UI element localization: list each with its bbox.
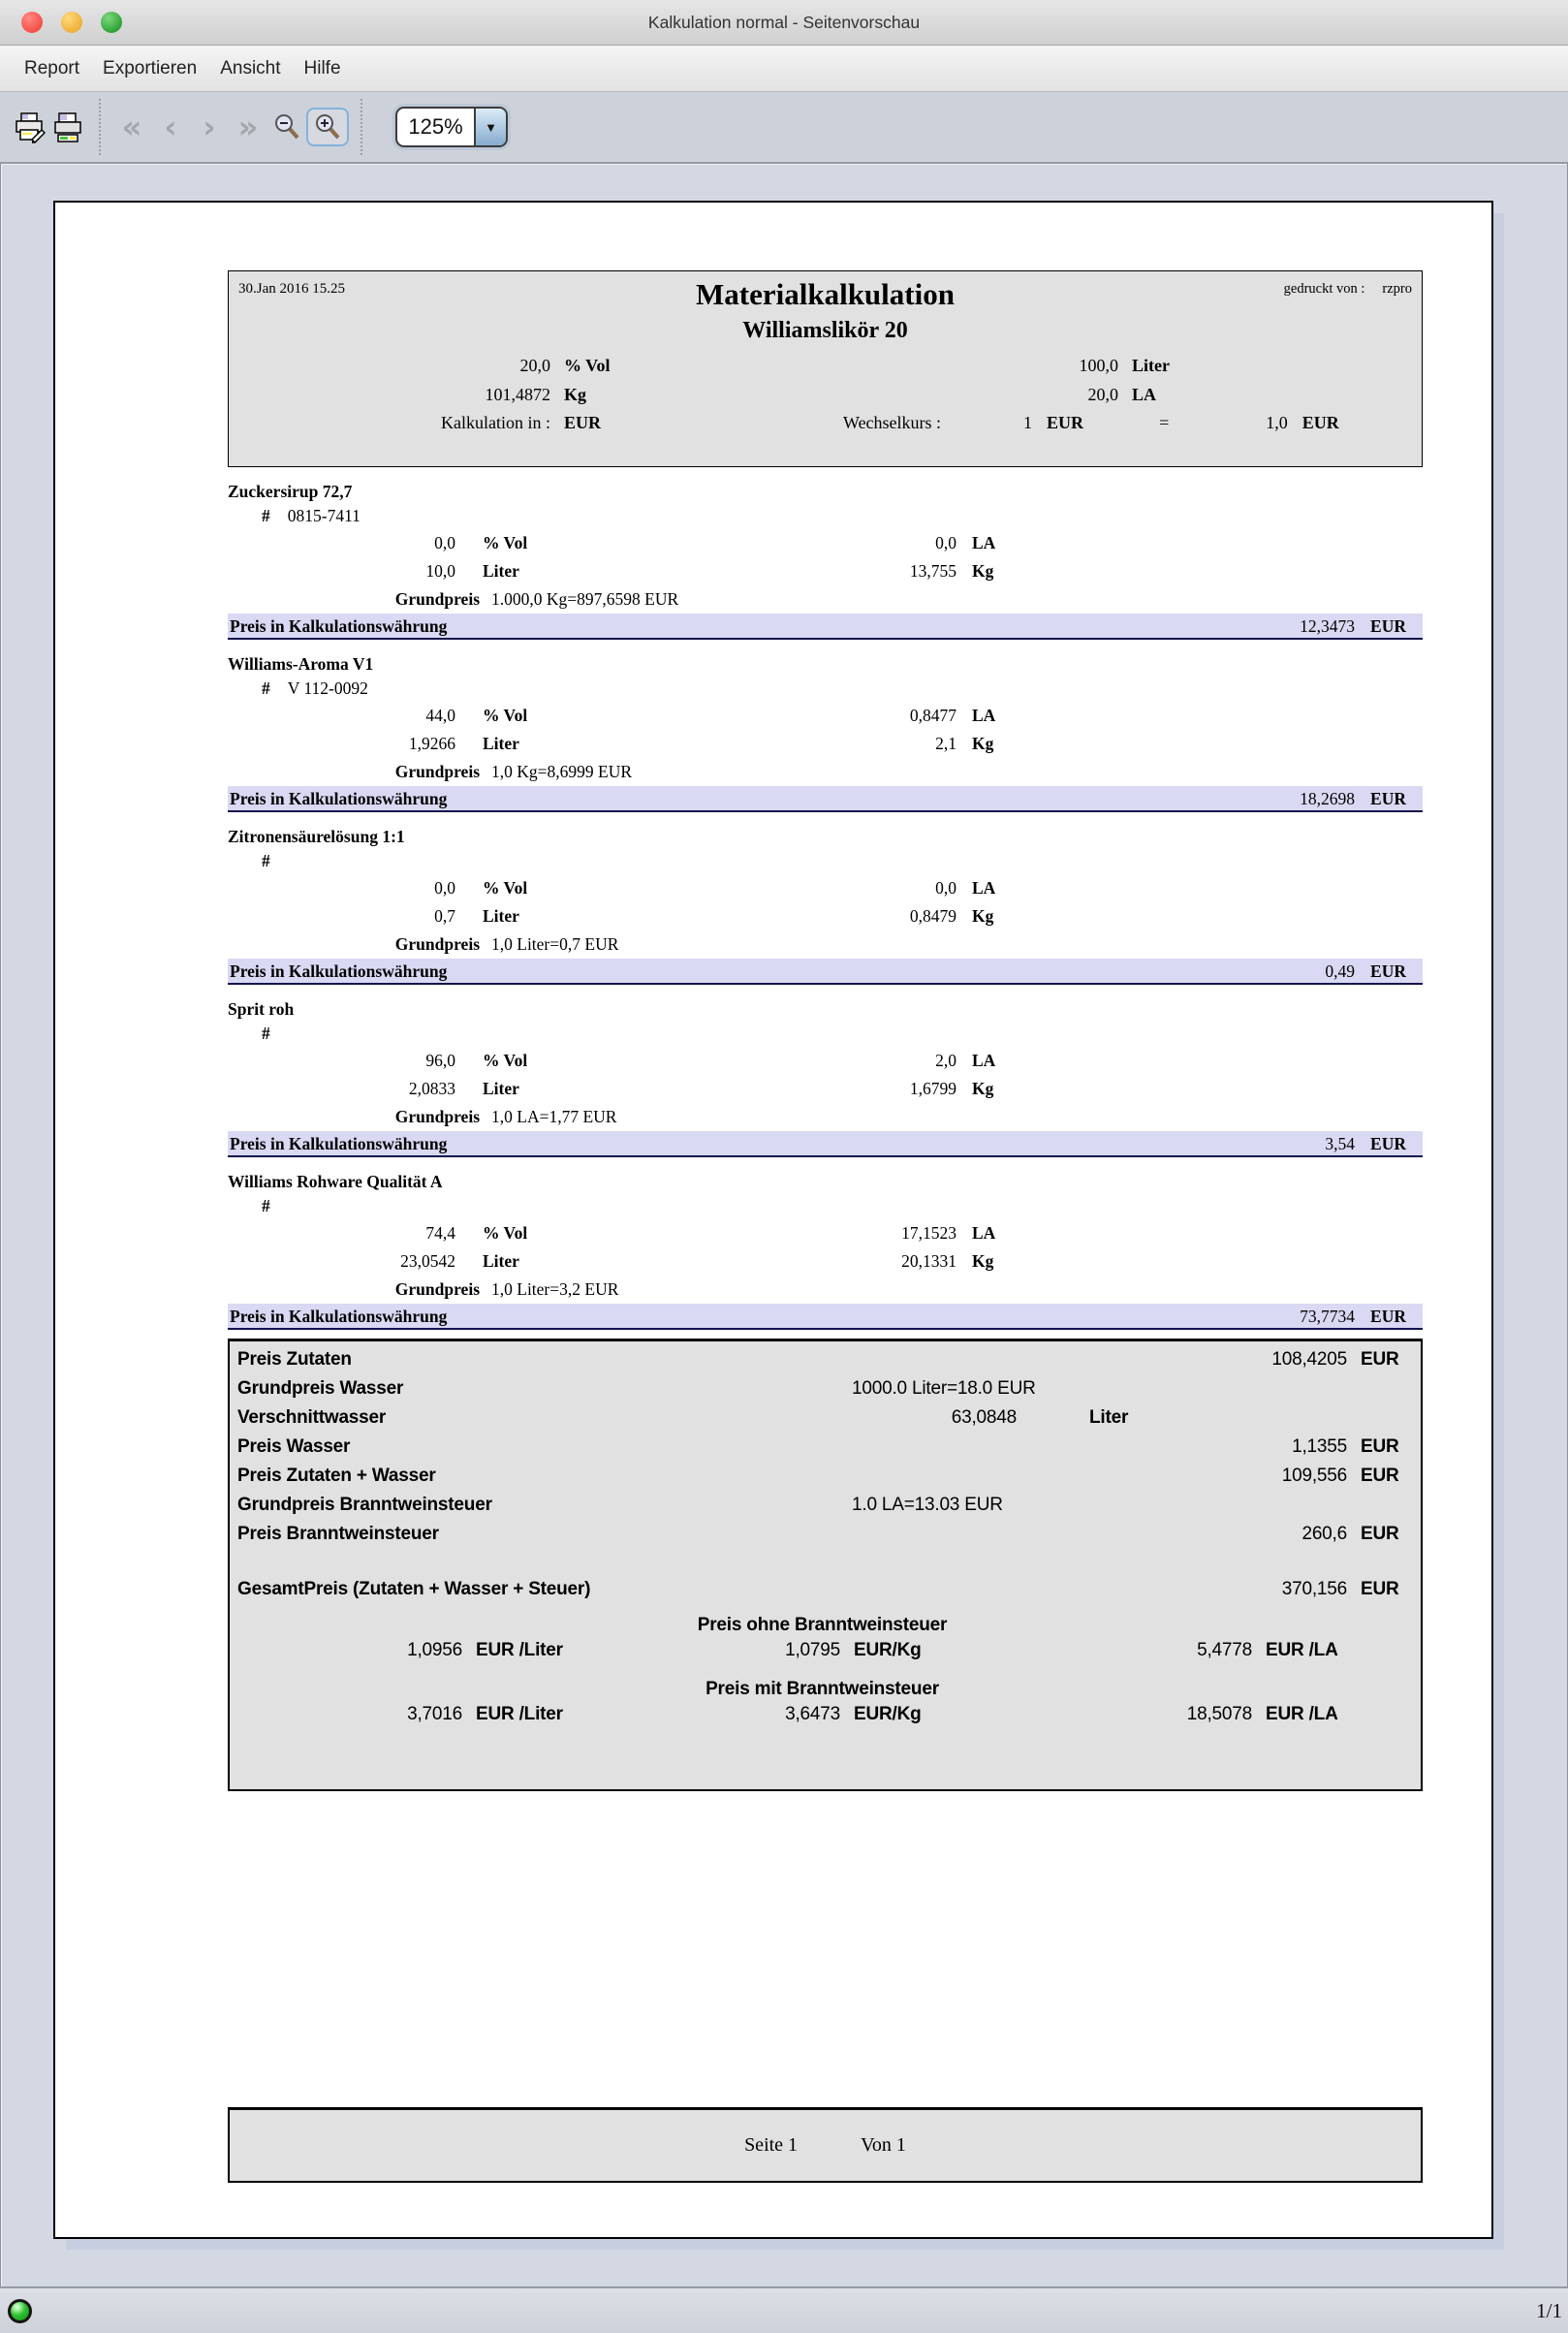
liter-value: 1,9266 xyxy=(408,734,455,753)
summary-total-row: GesamtPreis (Zutaten + Wasser + Steuer) 370,156 EUR xyxy=(237,1579,1399,1599)
liter-unit: Liter xyxy=(483,1079,519,1098)
rate-from-value: 1 xyxy=(1023,413,1033,432)
head-la-unit: LA xyxy=(1132,385,1157,404)
price-with-tax-row: 3,7016 EUR /Liter 3,6473 EUR/Kg 18,5078 EUR /LA xyxy=(407,1704,1338,1724)
price-value: 73,7734 xyxy=(1300,1307,1356,1326)
grundpreis-label: Grundpreis xyxy=(394,934,480,954)
status-bar xyxy=(0,2287,1568,2333)
summary-row: Grundpreis Branntweinsteuer 1.0 LA=13.03 EUR xyxy=(237,1495,1003,1515)
summary-row: Verschnittwasser 63,0848 Liter xyxy=(237,1407,1129,1428)
print-button[interactable] xyxy=(48,106,87,148)
head-vol-value: 20,0 xyxy=(519,356,550,375)
ingredient-name: Williams-Aroma V1 xyxy=(228,654,374,674)
kg-value: 13,755 xyxy=(909,561,956,581)
chevron-down-icon[interactable]: ▼ xyxy=(474,109,506,145)
calc-currency-label: Kalkulation in : xyxy=(441,413,550,432)
price-currency: EUR xyxy=(1370,1134,1406,1153)
head-vol-unit: % Vol xyxy=(564,356,611,375)
printed-by: gedruckt von : rzpro xyxy=(1283,281,1412,297)
page-number: Seite 1 xyxy=(744,2134,799,2156)
rate-to-value: 1,0 xyxy=(1266,413,1288,432)
price-with-tax-title: Preis mit Branntweinsteuer xyxy=(706,1679,939,1699)
first-page-button[interactable]: « xyxy=(121,109,142,145)
page-indicator: 1/1 xyxy=(1536,2298,1562,2322)
toolbar-separator xyxy=(361,99,362,155)
kg-unit: Kg xyxy=(972,906,994,926)
zoom-in-button-active[interactable] xyxy=(306,108,349,146)
last-page-button[interactable]: » xyxy=(237,109,259,145)
head-liter-value: 100,0 xyxy=(1079,356,1118,375)
ingredient-name: Zuckersirup 72,7 xyxy=(228,482,353,501)
liter-unit: Liter xyxy=(483,906,519,926)
menu-exportieren[interactable]: Exportieren xyxy=(103,57,198,79)
vol-value: 96,0 xyxy=(425,1051,455,1070)
liter-value: 0,7 xyxy=(434,906,455,926)
item-number-hash: # xyxy=(262,506,270,525)
la-unit: LA xyxy=(972,1051,996,1070)
la-value: 0,8477 xyxy=(909,706,956,725)
la-unit: LA xyxy=(972,533,996,552)
liter-unit: Liter xyxy=(483,734,519,753)
vol-value: 0,0 xyxy=(434,533,455,552)
item-number-hash: # xyxy=(262,1196,270,1215)
rate-from-unit: EUR xyxy=(1047,413,1084,432)
liter-value: 10,0 xyxy=(425,561,455,581)
vol-unit: % Vol xyxy=(483,706,528,725)
kg-unit: Kg xyxy=(972,734,994,753)
summary-row: Preis Zutaten 108,4205 EUR xyxy=(237,1349,1399,1370)
price-band: Preis in Kalkulationswährung 12,3473 EUR xyxy=(228,614,1423,640)
price-band: Preis in Kalkulationswährung 18,2698 EUR xyxy=(228,786,1423,812)
status-ready-icon xyxy=(8,2299,32,2323)
la-unit: LA xyxy=(972,706,996,725)
rate-to-unit: EUR xyxy=(1301,413,1339,432)
title-bar xyxy=(0,0,1568,46)
summary-row: Preis Branntweinsteuer 260,6 EUR xyxy=(237,1524,1399,1544)
vol-unit: % Vol xyxy=(483,533,528,552)
grundpreis-value: 1,0 Liter=0,7 EUR xyxy=(491,934,619,954)
menu-ansicht[interactable]: Ansicht xyxy=(220,57,281,79)
grundpreis-value: 1,0 Liter=3,2 EUR xyxy=(491,1279,619,1299)
zoom-level-value: 125% xyxy=(408,114,463,139)
item-number: V 112-0092 xyxy=(287,678,368,698)
toolbar xyxy=(0,92,1568,163)
summary-row: Preis Zutaten + Wasser 109,556 EUR xyxy=(237,1466,1399,1486)
vol-unit: % Vol xyxy=(483,1051,528,1070)
kg-value: 20,1331 xyxy=(901,1251,956,1271)
vol-value: 0,0 xyxy=(434,878,455,898)
price-value: 0,49 xyxy=(1325,962,1356,981)
la-value: 2,0 xyxy=(935,1051,956,1070)
ingredient-block xyxy=(228,649,1423,812)
menu-hilfe[interactable]: Hilfe xyxy=(303,57,341,79)
liter-unit: Liter xyxy=(483,561,519,581)
kg-value: 0,8479 xyxy=(909,906,956,926)
window-controls xyxy=(21,0,122,45)
printer-icon xyxy=(51,110,84,143)
minimize-window-button[interactable] xyxy=(61,12,82,33)
zoom-in-icon xyxy=(312,111,343,142)
page-setup-button[interactable] xyxy=(10,106,48,148)
price-currency: EUR xyxy=(1370,1307,1406,1326)
price-value: 18,2698 xyxy=(1300,789,1356,808)
summary-row: Grundpreis Wasser 1000.0 Liter=18.0 EUR xyxy=(237,1378,1036,1399)
next-page-button[interactable]: › xyxy=(203,109,216,145)
printer-setup-icon xyxy=(13,110,46,143)
zoom-select[interactable] xyxy=(395,107,508,147)
la-value: 17,1523 xyxy=(901,1223,956,1243)
ingredient-block xyxy=(228,1167,1423,1330)
grundpreis-value: 1,0 LA=1,77 EUR xyxy=(491,1107,617,1126)
close-window-button[interactable] xyxy=(21,12,43,33)
ingredient-block xyxy=(228,477,1423,640)
price-value: 12,3473 xyxy=(1300,616,1356,636)
print-timestamp: 30.Jan 2016 15.25 xyxy=(238,281,345,297)
toolbar-separator xyxy=(99,99,101,155)
price-currency: EUR xyxy=(1370,616,1406,636)
ingredient-block xyxy=(228,822,1423,985)
ingredient-block xyxy=(228,994,1423,1157)
exchange-rate-label: Wechselkurs : xyxy=(843,413,942,432)
grundpreis-value: 1,0 Kg=8,6999 EUR xyxy=(491,762,633,781)
summary-row: Preis Wasser 1,1355 EUR xyxy=(237,1436,1399,1457)
item-number-hash: # xyxy=(262,1024,270,1043)
price-band: Preis in Kalkulationswährung 73,7734 EUR xyxy=(228,1304,1423,1330)
menu-report[interactable]: Report xyxy=(24,57,80,79)
kg-value: 2,1 xyxy=(935,734,956,753)
ingredient-name: Zitronensäurelösung 1:1 xyxy=(228,827,405,846)
liter-unit: Liter xyxy=(483,1251,519,1271)
liter-value: 23,0542 xyxy=(400,1251,455,1271)
price-without-tax-row: 1,0956 EUR /Liter 1,0795 EUR/Kg 5,4778 EUR /LA xyxy=(407,1640,1338,1660)
head-kg-value: 101,4872 xyxy=(485,385,550,404)
report-title: Materialkalkulation xyxy=(696,277,955,311)
zoom-out-button[interactable] xyxy=(267,106,306,148)
zoom-window-button[interactable] xyxy=(101,12,122,33)
vol-value: 44,0 xyxy=(425,706,455,725)
page-footer-box xyxy=(228,2107,1423,2183)
item-number-hash: # xyxy=(262,851,270,870)
grundpreis-label: Grundpreis xyxy=(394,589,480,609)
kg-unit: Kg xyxy=(972,1251,994,1271)
previous-page-button[interactable]: ‹ xyxy=(164,109,177,145)
head-la-value: 20,0 xyxy=(1087,385,1118,404)
grundpreis-label: Grundpreis xyxy=(394,762,480,781)
la-value: 0,0 xyxy=(935,878,956,898)
price-currency: EUR xyxy=(1370,789,1406,808)
grundpreis-label: Grundpreis xyxy=(394,1279,480,1299)
grundpreis-label: Grundpreis xyxy=(394,1107,480,1126)
menu-bar xyxy=(0,46,1568,92)
head-liter-unit: Liter xyxy=(1132,356,1170,375)
price-currency: EUR xyxy=(1370,962,1406,981)
vol-value: 74,4 xyxy=(425,1223,455,1243)
ingredient-name: Williams Rohware Qualität A xyxy=(228,1172,443,1191)
ingredient-name: Sprit roh xyxy=(228,999,295,1019)
page-count: Von 1 xyxy=(861,2134,906,2156)
kg-value: 1,6799 xyxy=(909,1079,956,1098)
price-without-tax-title: Preis ohne Branntweinsteuer xyxy=(697,1615,948,1635)
document-page xyxy=(53,201,1493,2239)
price-band: Preis in Kalkulationswährung 0,49 EUR xyxy=(228,959,1423,985)
kg-unit: Kg xyxy=(972,561,994,581)
liter-value: 2,0833 xyxy=(408,1079,455,1098)
kg-unit: Kg xyxy=(972,1079,994,1098)
price-value: 3,54 xyxy=(1325,1134,1356,1153)
grundpreis-value: 1.000,0 Kg=897,6598 EUR xyxy=(491,589,679,609)
printed-by-user: rzpro xyxy=(1382,281,1412,297)
la-value: 0,0 xyxy=(935,533,956,552)
vol-unit: % Vol xyxy=(483,1223,528,1243)
recipe-name: Williamslikör 20 xyxy=(742,318,908,343)
item-number-hash: # xyxy=(262,678,270,698)
item-number: 0815-7411 xyxy=(287,506,361,525)
report-header-box xyxy=(228,270,1423,467)
la-unit: LA xyxy=(972,1223,996,1243)
equals-sign: = xyxy=(1159,413,1170,432)
head-kg-unit: Kg xyxy=(564,385,587,404)
vol-unit: % Vol xyxy=(483,878,528,898)
summary-box xyxy=(228,1339,1423,1791)
preview-pane xyxy=(0,163,1568,2287)
calc-currency: EUR xyxy=(564,413,602,432)
zoom-out-icon xyxy=(271,111,302,142)
window-title: Kalkulation normal - Seitenvorschau xyxy=(647,12,921,32)
price-band: Preis in Kalkulationswährung 3,54 EUR xyxy=(228,1131,1423,1157)
la-unit: LA xyxy=(972,878,996,898)
